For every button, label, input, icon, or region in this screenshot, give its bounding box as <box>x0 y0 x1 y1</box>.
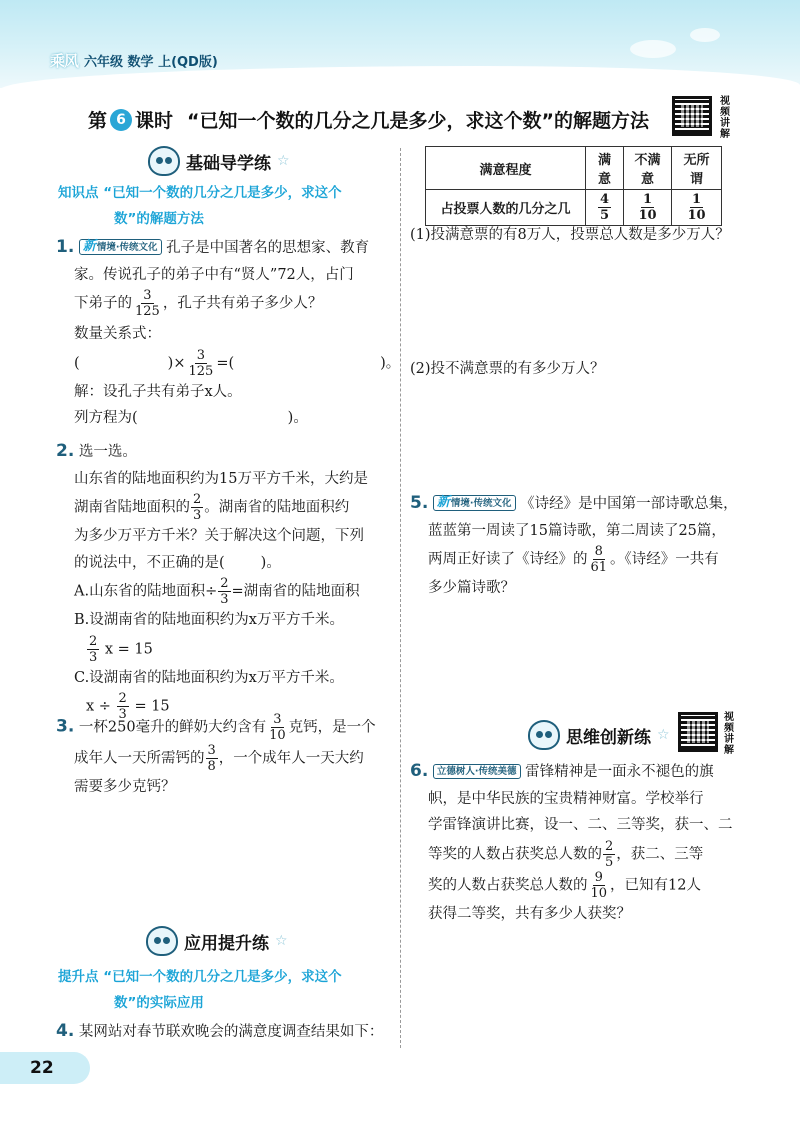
table-row-label: 占投票人数的几分之几 <box>426 190 586 226</box>
question-number: 6. <box>410 761 429 781</box>
question-text: 学雷锋演讲比赛，设一、二、三等奖，获一、二 <box>428 817 733 833</box>
option-text: A.山东省的陆地面积÷ <box>74 583 218 600</box>
table-header-row <box>426 147 722 190</box>
equation-text: x = 15 <box>104 641 153 657</box>
question-text: ，孔子共有弟子多少人？ <box>162 295 323 312</box>
equation-label: 列方程为( <box>74 410 138 426</box>
denominator: 3 <box>89 649 98 665</box>
question-text: 两周正好读了《诗经》的 <box>428 551 588 568</box>
question-4-part-2: (2)投不满意票的有多少万人？ <box>410 361 605 377</box>
mascot-icon <box>146 926 178 956</box>
question-number: 2. <box>56 441 75 461</box>
operator: )× <box>167 355 186 371</box>
denominator: 3 <box>118 707 127 722</box>
question-number: 1. <box>56 237 75 257</box>
operator: =( <box>216 355 235 371</box>
question-text: 孔子是中国著名的思想家、教育 <box>166 240 370 256</box>
question-number: 5. <box>410 493 429 513</box>
section-title: 应用提升练 <box>184 933 269 954</box>
improvement-point <box>58 964 342 1016</box>
fraction <box>87 634 99 665</box>
denominator: 5 <box>605 854 614 870</box>
knowledge-point <box>58 180 342 232</box>
section-innovation <box>528 720 670 750</box>
question-text: 奖的人数占获奖总人数的 <box>428 877 588 893</box>
fraction <box>267 712 288 743</box>
denominator: 3 <box>193 508 202 523</box>
context-tag: 立德树人·传统美德 <box>433 764 521 779</box>
brand-logo: 乘风 <box>50 52 79 70</box>
question-text: 雷锋精神是一面永不褪色的旗 <box>525 764 714 780</box>
numerator: 9 <box>594 869 603 885</box>
numerator: 3 <box>196 347 206 363</box>
table-header: 满意 <box>586 147 624 190</box>
question-2 <box>56 438 396 722</box>
page-number: 22 <box>0 1052 90 1084</box>
option-c[interactable]: C.设湖南省的陆地面积约为x万平方千米。 <box>74 669 344 686</box>
denominator: 3 <box>220 592 229 607</box>
fraction <box>206 743 218 774</box>
question-number: 3. <box>56 716 75 737</box>
star-icon: ☆ <box>277 153 290 169</box>
numerator: 3 <box>207 743 216 758</box>
star-icon: ☆ <box>657 727 670 743</box>
denominator: 125 <box>135 304 160 319</box>
section-basic <box>148 146 290 176</box>
fraction <box>603 839 615 870</box>
numerator: 2 <box>220 576 229 591</box>
tag-label: 情境·传统文化 <box>450 498 512 509</box>
denominator: 10 <box>638 208 657 223</box>
question-text: 选一选。 <box>78 444 137 460</box>
knowledge-line: 提升点 “已知一个数的几分之几是多少，求这个 <box>58 969 342 985</box>
table-header: 不满意 <box>624 147 672 190</box>
lesson-suffix: 课时 <box>135 110 174 132</box>
fraction <box>133 288 162 319</box>
question-text: 。湖南省的陆地面积约 <box>204 499 350 516</box>
question-text: 获得二等奖，共有多少人获奖？ <box>428 905 631 922</box>
question-4 <box>56 1018 401 1046</box>
fraction <box>186 348 215 379</box>
table-cell <box>586 190 624 226</box>
bracket: )。 <box>260 554 281 571</box>
bracket: )。 <box>287 410 308 426</box>
denominator: 125 <box>188 363 214 379</box>
numerator: 2 <box>118 691 127 706</box>
question-text: ，一个成年人一天大约 <box>218 750 364 767</box>
numerator: 2 <box>193 492 202 507</box>
question-text: 为多少万平方千米？关于解决这个问题，下列 <box>74 528 364 544</box>
lesson-title <box>88 106 649 133</box>
question-4-part-1: (1)投满意票的有8万人，投票总人数是多少万人？ <box>410 227 730 243</box>
question-text: 湖南省陆地面积的 <box>74 499 190 516</box>
question-text: 多少篇诗歌？ <box>428 580 515 596</box>
question-text: 需要多少克钙？ <box>74 779 176 795</box>
question-text: 某网站对春节联欢晚会的满意度调查结果如下： <box>78 1024 384 1040</box>
qr-label: 视频讲解 <box>724 712 734 756</box>
knowledge-line: 数”的解题方法 <box>114 211 204 227</box>
column-divider <box>400 148 401 1048</box>
lesson-heading: “已知一个数的几分之几是多少，求这个数”的解题方法 <box>187 110 650 132</box>
table-row <box>426 190 722 226</box>
option-text: =湖南省的陆地面积 <box>231 583 360 600</box>
fraction <box>589 870 610 901</box>
lesson-prefix: 第 <box>88 110 108 132</box>
question-text: 的说法中，不正确的是( <box>74 554 225 571</box>
relation-label: 数量关系式： <box>74 326 161 342</box>
table-cell <box>672 190 722 226</box>
bracket: ( <box>74 355 80 371</box>
numerator: 1 <box>642 192 653 207</box>
mascot-icon <box>528 720 560 750</box>
mascot-icon <box>148 146 180 176</box>
question-text: 一杯250毫升的鲜奶大约含有 <box>78 719 267 736</box>
option-b-equation <box>56 634 396 665</box>
cloud-decoration <box>690 28 720 42</box>
denominator: 8 <box>207 759 216 774</box>
qr-code-icon[interactable] <box>672 96 712 136</box>
option-b[interactable]: B.设湖南省的陆地面积约为x万平方千米。 <box>74 612 344 628</box>
question-text: 下弟子的 <box>74 295 132 312</box>
question-text: 成年人一天所需钙的 <box>74 750 205 767</box>
section-application <box>146 926 288 956</box>
table-header: 无所谓 <box>672 147 722 190</box>
question-text: ，已知有12人 <box>610 877 701 893</box>
numerator: 2 <box>89 633 98 649</box>
equation-text: x ÷ <box>86 698 111 715</box>
question-text: 。《诗经》一共有 <box>610 551 719 568</box>
question-text: 家。传说孔子的弟子中有“贤人”72人，占门 <box>74 266 354 283</box>
lesson-number: 6 <box>110 109 132 131</box>
section-title: 思维创新练 <box>566 727 651 748</box>
question-number: 4. <box>56 1021 75 1041</box>
question-6 <box>410 758 792 927</box>
denominator: 10 <box>687 208 706 223</box>
new-badge: 新 <box>82 239 96 254</box>
new-badge: 新 <box>436 495 450 510</box>
knowledge-line: 知识点 “已知一个数的几分之几是多少，求这个 <box>58 185 342 201</box>
question-text: 等奖的人数占获奖总人数的 <box>428 846 602 862</box>
denominator: 10 <box>590 885 608 901</box>
question-text: 帜，是中华民族的宝贵精神财富。学校举行 <box>428 790 704 807</box>
denominator: 5 <box>599 208 610 223</box>
question-text: ，获二、三等 <box>616 846 704 862</box>
question-text: 克钙，是一个 <box>288 719 376 736</box>
context-tag <box>433 495 516 511</box>
question-5 <box>410 490 790 602</box>
numerator: 8 <box>594 544 603 559</box>
book-title: 六年级 数学 上(QD版) <box>84 55 218 70</box>
knowledge-line: 数”的实际应用 <box>114 995 204 1011</box>
cloud-decoration <box>630 40 676 58</box>
equation-text: = 15 <box>134 698 170 715</box>
qr-code-icon[interactable] <box>678 712 718 752</box>
qr-label: 视频讲解 <box>720 96 730 140</box>
fraction <box>589 544 610 575</box>
numerator: 2 <box>605 838 614 854</box>
star-icon: ☆ <box>275 933 288 949</box>
numerator: 1 <box>691 192 702 207</box>
question-text: 山东省的陆地面积约为15万平方千米，大约是 <box>74 470 368 487</box>
brand <box>50 50 218 71</box>
survey-table <box>425 146 722 226</box>
tag-label: 情境·传统文化 <box>96 242 158 253</box>
solution-text: 解：设孔子共有弟子x人。 <box>74 383 242 400</box>
context-tag <box>79 239 162 255</box>
bracket: )。 <box>380 355 401 371</box>
table-header: 满意程度 <box>426 147 586 190</box>
table-cell <box>624 190 672 226</box>
question-text: 蓝蓝第一周读了15篇诗歌，第二周读了25篇， <box>428 522 726 539</box>
question-1 <box>56 234 401 432</box>
numerator: 4 <box>599 192 610 207</box>
question-text: 《诗经》是中国第一部诗歌总集， <box>520 496 738 512</box>
fraction <box>191 492 203 523</box>
fraction <box>218 576 230 607</box>
option-a[interactable] <box>56 576 396 607</box>
denominator: 61 <box>590 560 608 575</box>
denominator: 10 <box>269 728 286 743</box>
section-title: 基础导学练 <box>186 153 271 174</box>
numerator: 3 <box>143 288 152 303</box>
question-3 <box>56 712 396 801</box>
numerator: 3 <box>273 712 282 727</box>
